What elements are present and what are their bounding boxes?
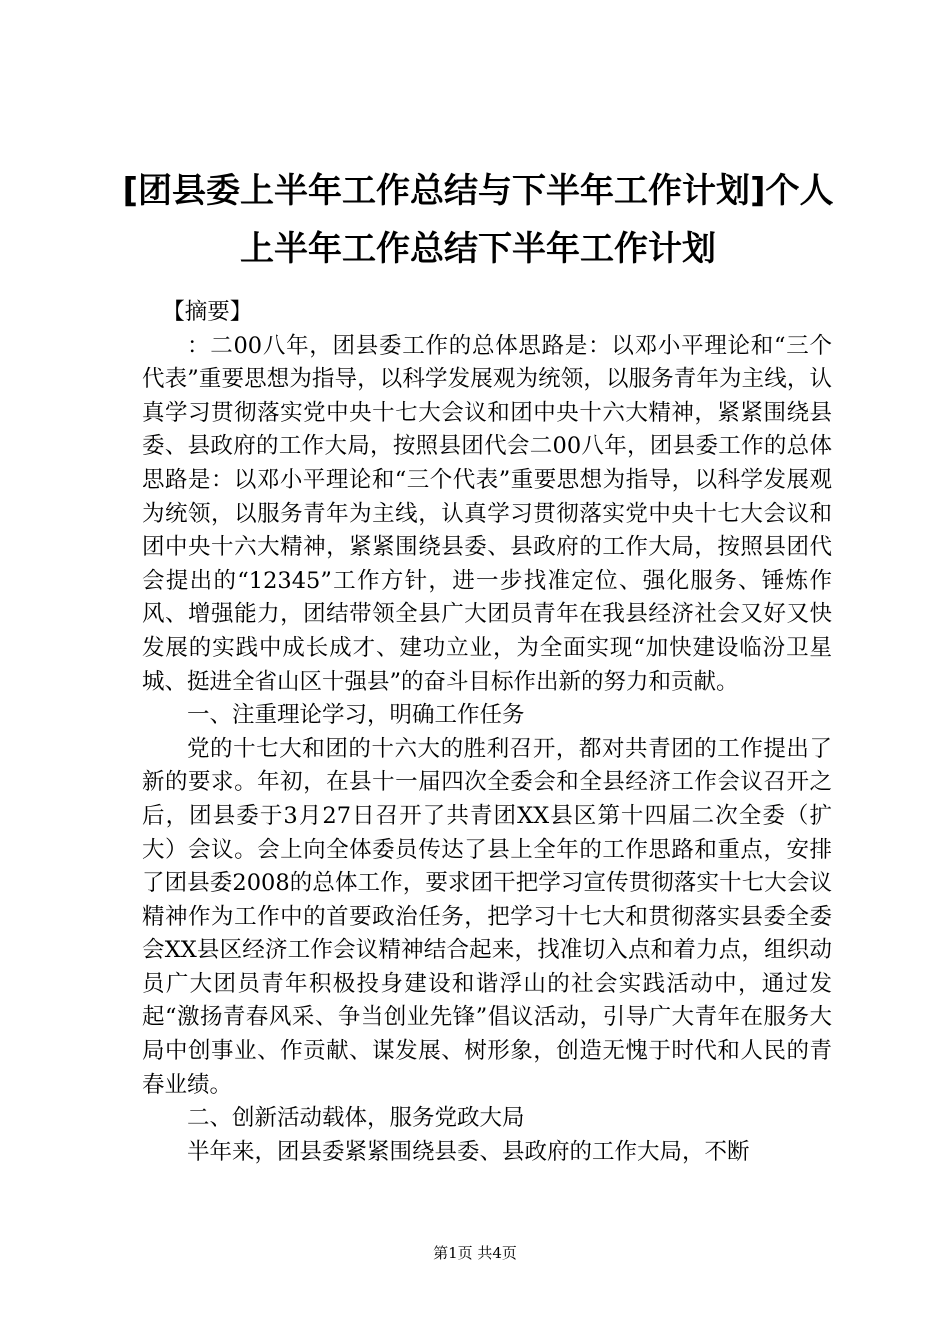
document-body	[142, 296, 832, 1169]
section-paragraph-1: 党的十七大和团的十六大的胜利召开，都对共青团的工作提出了新的要求。年初，在县十一届四次全委会和全县经济工作会议召开之后，团县委于3月27日召开了共青团XX县区第十四届二次全委（扩大）会议。会上向全体委员传达了县上全年的工作思路和重点，安排了团县委2008的总体工作，要求团干把学习宣传贯彻落实十七大会议精神作为工作中的首要政治任务，把学习十七大和贯彻落实县委全委会XX县区经济工作会议精神结合起来，找准切入点和着力点，组织动员广大团员青年积极投身建设和谐浮山的社会实践活动中，通过发起“激扬青春风采、争当创业先锋”倡议活动，引导广大青年在服务大局中创事业、作贡献、谋发展、树形象，创造无愧于时代和人民的青春业绩。	[142, 735, 832, 1098]
section-heading-1: 一、注重理论学习，明确工作任务	[187, 702, 525, 729]
abstract-paragraph: ：二00八年，团县委工作的总体思路是：以邓小平理论和“三个代表”重要思想为指导，以科学发展观为统领，以服务青年为主线，认真学习贯彻落实党中央十七大会议和团中央十六大精神，紧紧围绕县委、县政府的工作大局，按照县团代会二00八年，团县委工作的总体思路是：以邓小平理论和“三个代表”重要思想为指导，以科学发展观为统领，以服务青年为主线，认真学习贯彻落实党中央十七大会议和团中央十六大精神，紧紧围绕县委、县政府的工作大局，按照县团代会提出的“12345”工作方针，进一步找准定位、强化服务、锤炼作风、增强能力，团结带领全县广大团员青年在我县经济社会又好又快发展的实践中成长成才、建功立业，为全面实现“加快建设临汾卫星城、挺进全省山区十强县”的奋斗目标作出新的努力和贡献。	[142, 332, 832, 695]
section-heading-2: 二、创新活动载体，服务党政大局	[187, 1105, 525, 1132]
section-paragraph-2: 半年来，团县委紧紧围绕县委、县政府的工作大局，不断	[187, 1138, 750, 1165]
abstract-label: 【摘要】	[162, 299, 253, 325]
page-number-footer: 第1页 共4页	[433, 1244, 517, 1262]
document-title: [团县委上半年工作总结与下半年工作计划]个人上半年工作总结下半年工作计划	[122, 171, 834, 269]
